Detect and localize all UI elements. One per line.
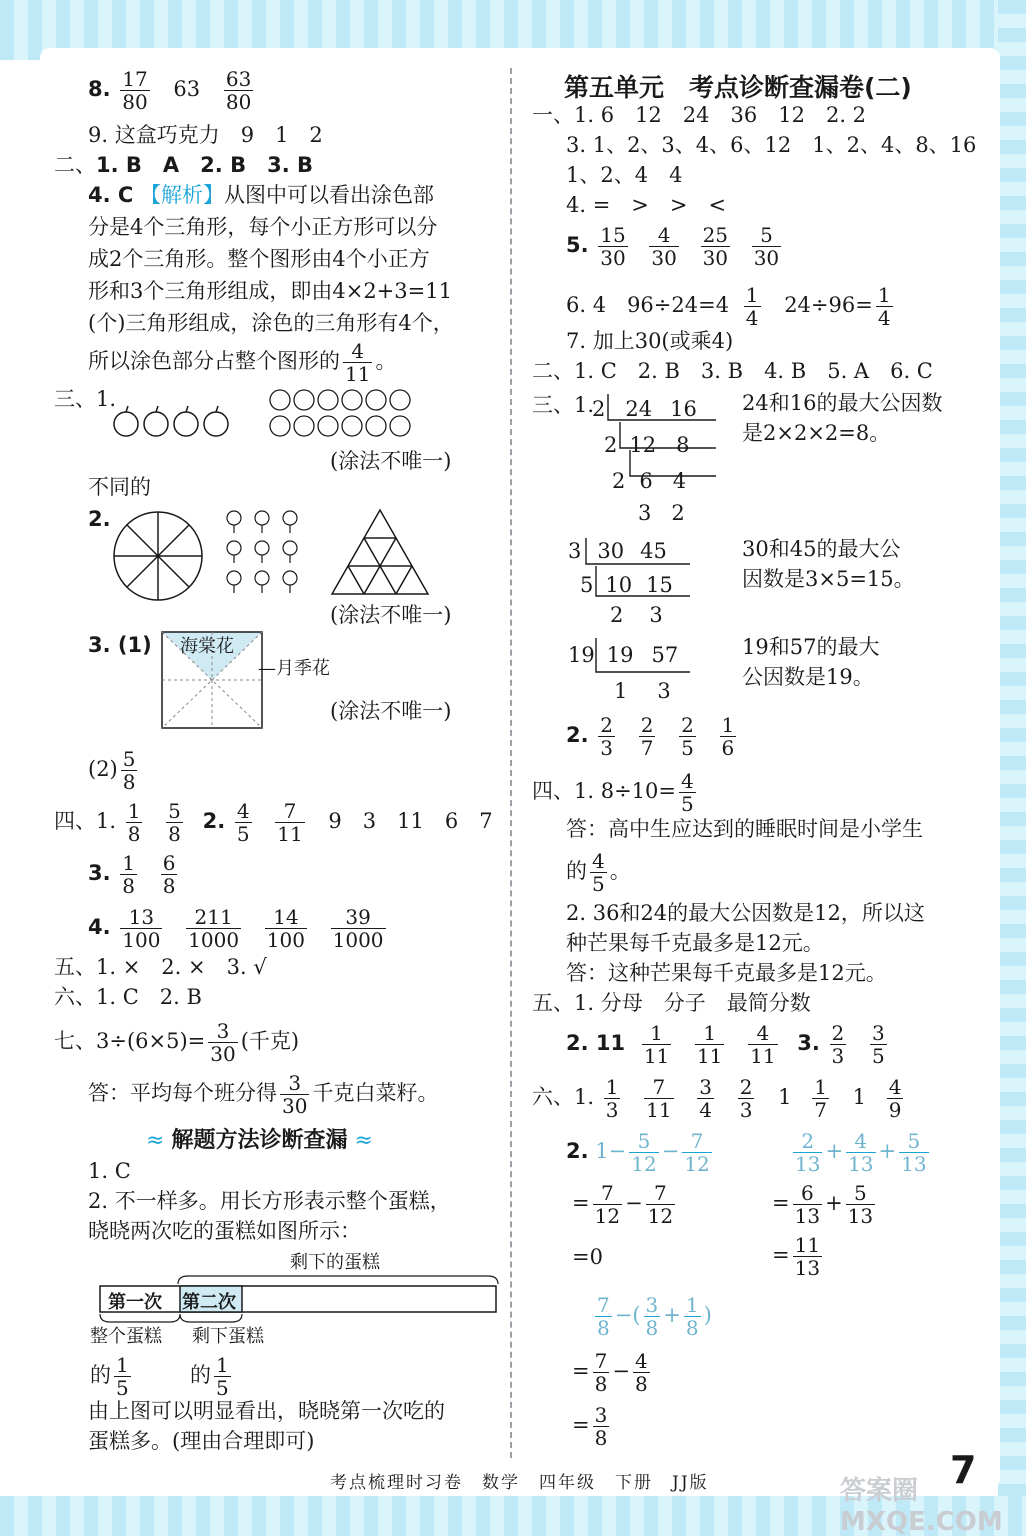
label-different: 不同的 — [88, 475, 151, 499]
label-whole-cake: 整个蛋糕 — [90, 1326, 162, 1347]
label-yueji: —月季花 — [258, 658, 330, 679]
r-s1-line3: 1、2、4 4 — [566, 163, 683, 187]
method-q2-line2: 晓晓两次吃的蛋糕如图所示： — [88, 1219, 361, 1243]
fraction: $\frac{63}{80}$ — [225, 67, 252, 114]
section-4-line1: 四、1. $\frac{1}{8}$ $\frac{5}{8}$ 2. $\frac{4}{5}$ $\frac{7}{11}$ 9 3 11 6 7 — [54, 799, 493, 846]
div1-text1: 24和16的最大公因数 — [742, 391, 943, 415]
answer-4-line3: 成2个三角形。整个图形由4个小正方 — [88, 247, 430, 271]
answer-4-line6: 所以涂色部分占整个图形的 $\frac{4}{11}$ 。 — [88, 339, 397, 386]
answer-8 — [88, 68, 256, 113]
analysis-tag: 【解析】 — [140, 183, 224, 207]
method-title: ≈ 解题方法诊断查漏 ≈ — [146, 1128, 373, 1153]
div3-text2: 公因数是19。 — [742, 665, 874, 689]
r-s6-expr1-result: =0 — [572, 1245, 603, 1269]
r-s4-answer1b: 的 $\frac{4}{5}$ 。 — [566, 849, 631, 896]
note-not-unique-2: (涂法不唯一) — [330, 603, 452, 627]
r-s5-line1: 五、1. 分母 分子 最简分数 — [532, 991, 811, 1015]
div2-text1: 30和45的最大公 — [742, 537, 901, 561]
section-5: 五、1. × 2. × 3. √ — [54, 955, 267, 979]
r-s3-q2: 2. $\frac{2}{3}$ $\frac{2}{7}$ $\frac{2}{5}$ $\frac{1}{6}$ — [566, 713, 735, 760]
circle-eighths — [110, 508, 206, 604]
method-conclusion-2: 蛋糕多。(理由合理即可) — [88, 1429, 315, 1453]
section-7-answer: 答：平均每个班分得 $\frac{3}{30}$ 千克白菜籽。 — [88, 1071, 439, 1118]
q2-label: 2. — [88, 507, 111, 531]
label-second-time: 第二次 — [182, 1292, 236, 1313]
div2-text2: 因数是3×5=15。 — [742, 567, 915, 591]
div1-r1: 2 24 16 — [592, 397, 697, 421]
r-s6-expr2-result: = $\frac{11}{13}$ — [772, 1233, 821, 1280]
answer-4-line4: 形和3个三角形组成，即由4×2+3=11 — [88, 279, 452, 303]
section-4-line3: 3. $\frac{1}{8}$ $\frac{6}{8}$ — [88, 851, 176, 898]
note-not-unique-3: (涂法不唯一) — [330, 699, 452, 723]
div1-r3: 2 6 4 — [612, 469, 687, 493]
r-s1-line1: 一、1. 6 12 24 36 12 2. 2 — [532, 103, 867, 127]
r-s6-expr2-step: = $\frac{6}{13}$ + $\frac{5}{13}$ — [772, 1181, 874, 1228]
answer-4-line5: (个)三角形组成，涂色的三角形有4个， — [88, 311, 454, 335]
label-remaining-cake: 剩下的蛋糕 — [290, 1252, 380, 1273]
div3-r1: 19 19 57 — [568, 643, 679, 667]
label-remaining: 剩下蛋糕 — [192, 1326, 264, 1347]
r-s6-expr1: 2. 1− $\frac{5}{12}$ − $\frac{7}{12}$ — [566, 1129, 710, 1176]
div1-text2: 是2×2×2=8。 — [742, 421, 891, 445]
r-s6-expr2: $\frac{2}{13}$ + $\frac{4}{13}$ + $\frac{5}{13}$ — [795, 1129, 927, 1176]
r-s4-answer1: 答：高中生应达到的睡眠时间是小学生 — [566, 817, 923, 841]
div1-r4: 3 2 — [638, 501, 685, 525]
answer-4-line2: 分是4个三角形，每个小正方形可以分 — [88, 215, 438, 239]
r-s6-expr1-step: = $\frac{7}{12}$ − $\frac{7}{12}$ — [572, 1181, 674, 1228]
r-s1-line5: 5. $\frac{15}{30}$ $\frac{4}{30}$ $\frac{25}{30}$ $\frac{5}{30}$ — [566, 223, 780, 270]
section-7: 七、3÷(6×5)= $\frac{3}{30}$ (千克) — [54, 1019, 300, 1066]
section-3-head: 三、1. — [54, 387, 117, 411]
apples-grid — [266, 384, 412, 440]
q3-label: 3. (1) — [88, 633, 152, 657]
column-divider — [510, 68, 512, 1458]
section-6: 六、1. C 2. B — [54, 985, 202, 1009]
frac-remaining: 的 $\frac{1}{5}$ — [190, 1353, 229, 1400]
method-conclusion-1: 由上图可以明显看出，晓晓第一次吃的 — [88, 1399, 445, 1423]
unit-title: 第五单元 考点诊断查漏卷(二) — [564, 73, 912, 102]
r-s6-expr3-step: = $\frac{7}{8}$ − $\frac{4}{8}$ — [572, 1349, 648, 1396]
page-footer: 考点梳理时习卷 数学 四年级 下册 JJ版 — [330, 1473, 709, 1493]
value: 63 — [173, 77, 201, 101]
apples-row — [108, 400, 238, 440]
r-s6-line1: 六、1. $\frac{1}{3}$ $\frac{7}{11}$ $\frac{3}{4}$ $\frac{2}{3}$ 1 $\frac{1}{7}$ 1 $\frac{4}{9}$ — [532, 1075, 902, 1122]
section-4-line4: 4. $\frac{13}{100}$ $\frac{211}{1000}$ $\frac{14}{100}$ $\frac{39}{1000}$ — [88, 905, 384, 952]
frac-whole: 的 $\frac{1}{5}$ — [90, 1353, 129, 1400]
triangle-grid — [328, 506, 432, 598]
answer-4-line1: 4. C 【解析】从图中可以看出涂色部 — [88, 183, 434, 207]
answer-9: 9. 这盒巧克力 9 1 2 — [88, 123, 323, 147]
r-s5-line2: 2. 11 $\frac{1}{11}$ $\frac{1}{11}$ $\frac{4}{11}$ 3. $\frac{2}{3}$ $\frac{3}{5}$ — [566, 1021, 885, 1068]
q-num: 8. — [88, 77, 111, 101]
r-s4-q2a: 2. 36和24的最大公因数是12，所以这 — [566, 901, 925, 925]
fraction: $\frac{17}{80}$ — [122, 67, 148, 114]
r-s1-line2: 3. 1、2、3、4、6、12 1、2、4、8、16 — [566, 133, 977, 157]
r-s4-q2b: 种芒果每千克最多是12元。 — [566, 931, 824, 955]
method-q1: 1. C — [88, 1159, 131, 1183]
method-q2-line1: 2. 不一样多。用长方形表示整个蛋糕， — [88, 1189, 451, 1213]
r-s1-line7: 7. 加上30(或乘4) — [566, 329, 734, 353]
r-s6-expr3-result: = $\frac{3}{8}$ — [572, 1403, 608, 1450]
div3-text1: 19和57的最大 — [742, 635, 880, 659]
r-s1-line6: 6. 4 96÷24=4 $\frac{1}{4}$ 24÷96= $\frac{1}{4}$ — [566, 283, 891, 330]
r-s4-line1: 四、1. 8÷10= $\frac{4}{5}$ — [532, 769, 694, 816]
r-s3-head: 三、1. — [532, 393, 595, 417]
r-s1-line4: 4. = > > < — [566, 193, 727, 217]
div1-r2: 2 12 8 — [604, 433, 690, 457]
page-number: 7 — [950, 1448, 977, 1492]
r-s6-expr3: $\frac{7}{8}$ −( $\frac{3}{8}$ + $\frac{1}{8}$ ) — [597, 1293, 712, 1340]
div3-r2: 1 3 — [614, 679, 671, 703]
note-not-unique-1: (涂法不唯一) — [330, 449, 452, 473]
section-2: 二、1. B A 2. B 3. B — [54, 153, 314, 177]
label-haitang: 海棠花 — [180, 636, 234, 657]
answer-3-2: (2) $\frac{5}{8}$ — [88, 747, 136, 794]
flowers-grid — [218, 504, 310, 596]
div2-r1: 3 30 45 — [568, 539, 667, 563]
label-first-time: 第一次 — [108, 1292, 162, 1313]
right-border — [998, 0, 1026, 1536]
r-section-2: 二、1. C 2. B 3. B 4. B 5. A 6. C — [532, 359, 933, 383]
div2-r2: 5 10 15 — [580, 573, 673, 597]
watermark: 答案圈 MXQE.COM — [840, 1476, 1003, 1537]
div2-r3: 2 3 — [610, 603, 663, 627]
r-s4-q2c: 答：这种芒果每千克最多是12元。 — [566, 961, 887, 985]
